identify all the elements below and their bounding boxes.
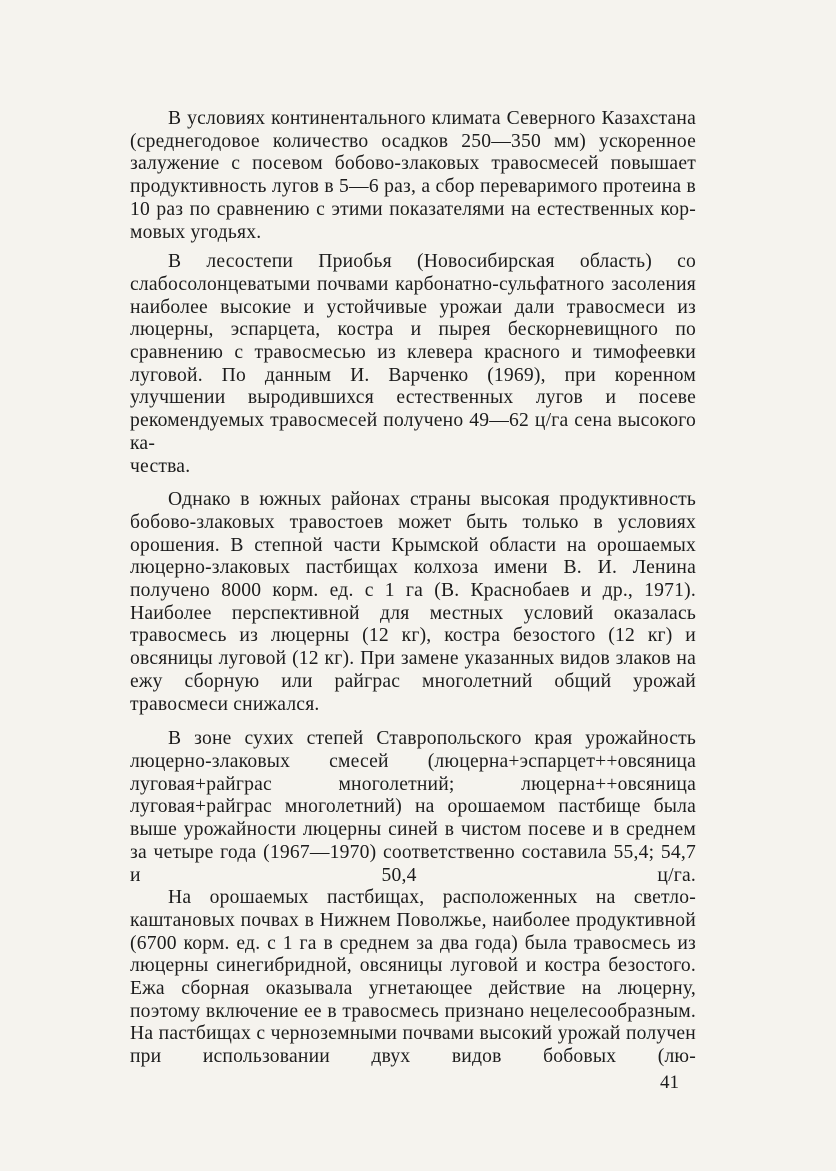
paragraph-5 — [130, 887, 696, 1069]
paragraph-3-last-line: травосмеси снижался. — [130, 693, 320, 715]
paragraph-5-body: На орошаемых пастбищах, расположенных на светло-каштановых почвах в Нижнем Поволжье, наиболее продуктивной (6700 корм. ед. с 1 га в среднем за два года) была травосмесь из люцерны синегибридной, овсяницы луговой и костра безостого. Ежа сборная оказывала угнетающее действие на люцерну, поэтому включение ее в травосмесь признано нецелесообразным. На пастбищах с черноземными почвами высокий урожай получен при использовании двух видов бобовых (лю- — [130, 887, 696, 1068]
paragraph-4-body: В зоне сухих степей Ставропольского края урожайность люцерно-злаковых смесей (люцерна+эспарцет++овсяница луговая+райграс многолетний; люцерна++овсяница луговая+райграс многолетний) на орошаемом пастбище была выше урожайности люцерны синей в чистом посеве и в среднем за четыре года (1967—1970) соответственно составила 55,4; 54,7 и 50,4 ц/га. — [130, 728, 696, 886]
paragraph-3-body: Однако в южных районах страны высокая продуктивность бобово-злаковых травостоев может быть только в условиях орошения. В степной части Крымской области на орошаемых люцерно-злаковых пастбищах колхоза имени В. И. Ленина получено 8000 корм. ед. с 1 га (В. Краснобаев и др., 1971). Наиболее перспективной для местных условий оказалась травосмесь из люцерны (12 кг), костра безостого (12 кг) и овсяницы луговой (12 кг). При замене указанных видов злаков на ежу сборную или райграс многолетний общий урожай — [130, 489, 696, 692]
page-text-block — [130, 108, 696, 1108]
paragraph-2-last-line: чества. — [130, 455, 191, 477]
paragraph-3 — [130, 489, 696, 716]
paragraph-2 — [130, 251, 696, 478]
paragraph-1 — [130, 108, 696, 244]
paragraph-1-last-line: мовых угодьях. — [130, 221, 262, 243]
page-number: 41 — [660, 1072, 679, 1093]
paragraph-1-body: В условиях континентального климата Северного Казахстана (среднегодовое количество осадков 250—350 мм) ускоренное залужение с посевом бобово-злаковых травосмесей повышает продуктивность лугов в 5—6 раз, а сбор переваримого протеина в 10 раз по сравнению с этими показателями на естественных кор- — [130, 108, 696, 220]
paragraph-2-body: В лесостепи Приобья (Новосибирская область) со слабосолонцеватыми почвами карбонатно-сульфатного засоления наиболее высокие и устойчивые урожаи дали травосмеси из люцерны, эспарцета, костра и пырея бескорневищного по сравнению с травосмесью из клевера красного и тимофеевки луговой. По данным И. Варченко (1969), при коренном улучшении выродившихся естественных лугов и посеве рекомендуемых травосмесей получено 49—62 ц/га сена высокого ка- — [130, 251, 696, 454]
paragraph-4 — [130, 728, 696, 887]
